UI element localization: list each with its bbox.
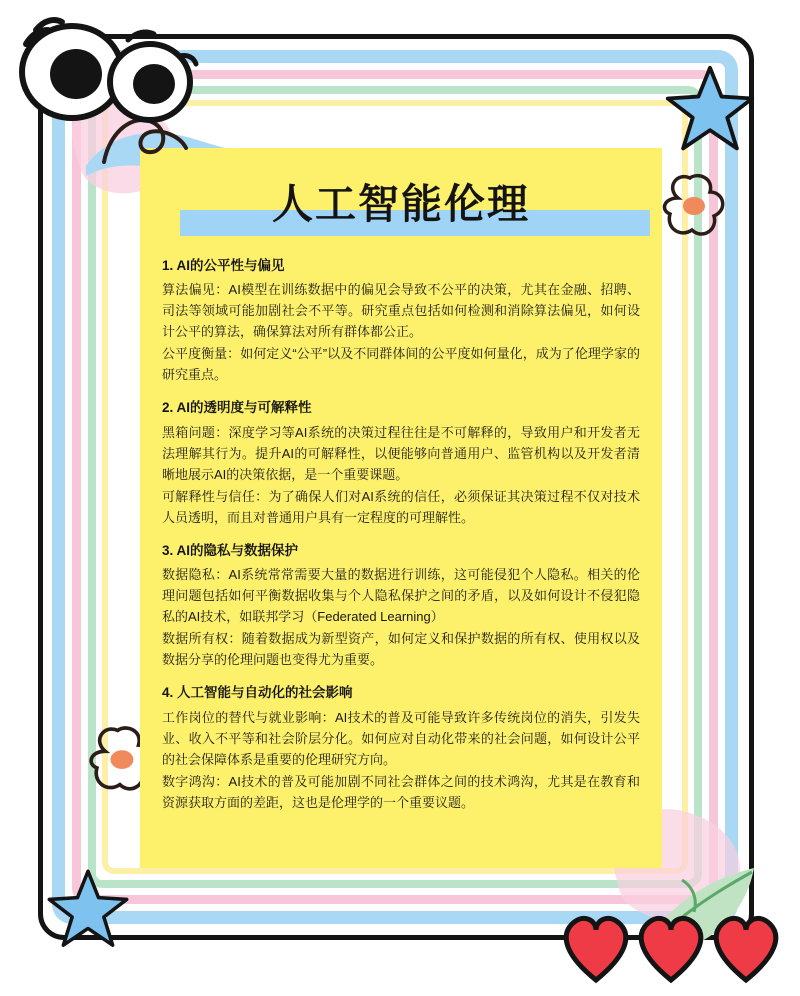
section-3 — [162, 541, 640, 670]
page-title: 人工智能伦理 — [272, 181, 530, 227]
section-4 — [162, 683, 640, 812]
section-heading: 1. AI的公平性与偏见 — [162, 258, 285, 273]
section-paragraph: 数字鸿沟：AI技术的普及可能加剧不同社会群体之间的技术鸿沟，尤其是在教育和资源获取方面的差距，这也是伦理学的一个重要议题。 — [162, 773, 640, 810]
section-paragraph: 可解释性与信任：为了确保人们对AI系统的信任，必须保证其决策过程不仅对技术人员透明，而且对普通用户具有一定程度的可理解性。 — [162, 488, 640, 525]
section-heading: 2. AI的透明度与可解释性 — [162, 400, 312, 416]
section-paragraph: 数据隐私：AI系统常常需要大量的数据进行训练，这可能侵犯个人隐私。相关的伦理问题包括如何平衡数据收集与个人隐私保护之间的矛盾，以及如何设计不侵犯隐私的AI技术，如联邦学习（Federated Learning） — [162, 567, 640, 625]
section-paragraph: 算法偏见：AI模型在训练数据中的偏见会导致不公平的决策，尤其在金融、招聘、司法等领域可能加剧社会不平等。研究重点包括如何检测和消除算法偏见，如何设计公平的算法，确保算法对所有群体都公正。 — [162, 282, 640, 340]
section-heading: 3. AI的隐私与数据保护 — [162, 542, 299, 558]
section-2 — [162, 398, 640, 527]
section-paragraph: 公平度衡量：如何定义“公平”以及不同群体间的公平度如何量化，成为了伦理学家的研究重点。 — [162, 346, 640, 383]
title-block — [162, 172, 640, 242]
section-paragraph: 黑箱问题：深度学习等AI系统的决策过程往往是不可解释的，导致用户和开发者无法理解其行为。提升AI的可解释性，以便能够向普通用户、监管机构以及开发者清晰地展示AI的决策依据，是一个重要课题。 — [162, 424, 640, 482]
content-card — [140, 148, 662, 868]
section-heading: 4. 人工智能与自动化的社会影响 — [162, 685, 353, 701]
section-1 — [162, 256, 640, 385]
section-paragraph: 数据所有权：随着数据成为新型资产，如何定义和保护数据的所有权、使用权以及数据分享的伦理问题也变得尤为重要。 — [162, 631, 640, 668]
section-paragraph: 工作岗位的替代与就业影响：AI技术的普及可能导致许多传统岗位的消失，引发失业、收入不平等和社会阶层分化。如何应对自动化带来的社会问题，如何设计公平的社会保障体系是重要的伦理研究方向。 — [162, 709, 640, 767]
